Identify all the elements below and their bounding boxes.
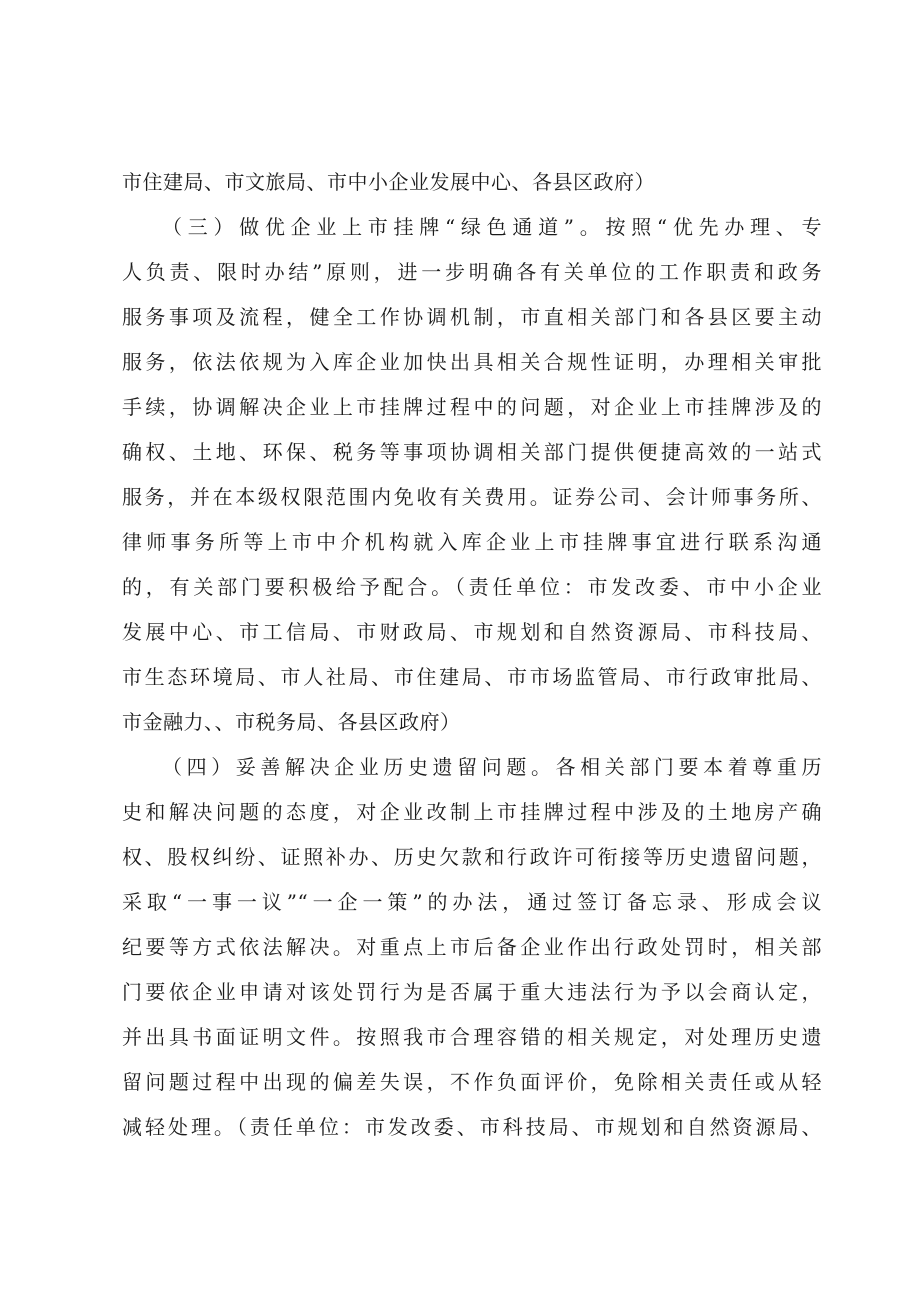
paragraph-line: 人负责、限时办结”原则，进一步明确各有关单位的工作职责和政务 <box>122 260 822 284</box>
paragraph-line: 市生态环境局、市人社局、市住建局、市市场监管局、市行政审批局、 <box>122 665 822 689</box>
paragraph-line: 纪要等方式依法解决。对重点上市后备企业作出行政处罚时，相关部 <box>122 935 822 959</box>
paragraph-line: 并出具书面证明文件。按照我市合理容错的相关规定，对处理历史遗 <box>122 1025 822 1049</box>
paragraph-line: 确权、土地、环保、税务等事项协调相关部门提供便捷高效的一站式 <box>122 440 822 464</box>
section-heading-line: （三）做优企业上市挂牌“绿色通道”。按照“优先办理、专 <box>162 215 822 239</box>
paragraph-line: 权、股权纠纷、证照补办、历史欠款和行政许可衔接等历史遗留问题， <box>122 845 822 869</box>
paragraph-line: 服务，依法依规为入库企业加快出具相关合规性证明，办理相关审批 <box>122 350 822 374</box>
paragraph-line: 的，有关部门要积极给予配合。（责任单位：市发改委、市中小企业 <box>122 575 822 599</box>
paragraph-line: 采取“一事一议”“一企一策”的办法，通过签订备忘录、形成会议 <box>122 890 822 914</box>
paragraph-line: 市住建局、市文旅局、市中小企业发展中心、各县区政府） <box>122 170 655 194</box>
paragraph-line: 发展中心、市工信局、市财政局、市规划和自然资源局、市科技局、 <box>122 620 822 644</box>
paragraph-line: 律师事务所等上市中介机构就入库企业上市挂牌事宜进行联系沟通 <box>122 530 822 554</box>
section-heading-line: （四）妥善解决企业历史遗留问题。各相关部门要本着尊重历 <box>162 755 822 779</box>
paragraph-line: 史和解决问题的态度，对企业改制上市挂牌过程中涉及的土地房产确 <box>122 800 822 824</box>
paragraph-line: 手续，协调解决企业上市挂牌过程中的问题，对企业上市挂牌涉及的 <box>122 395 822 419</box>
paragraph-line: 留问题过程中出现的偏差失误，不作负面评价，免除相关责任或从轻 <box>122 1070 822 1094</box>
paragraph-line: 服务事项及流程，健全工作协调机制，市直相关部门和各县区要主动 <box>122 305 822 329</box>
paragraph-line: 市金融力、、市税务局、各县区政府） <box>122 710 461 734</box>
paragraph-line: 服务，并在本级权限范围内免收有关费用。证券公司、会计师事务所、 <box>122 485 822 509</box>
paragraph-line: 减轻处理。（责任单位：市发改委、市科技局、市规划和自然资源局、 <box>122 1115 822 1139</box>
paragraph-line: 门要依企业申请对该处罚行为是否属于重大违法行为予以会商认定， <box>122 980 822 1004</box>
